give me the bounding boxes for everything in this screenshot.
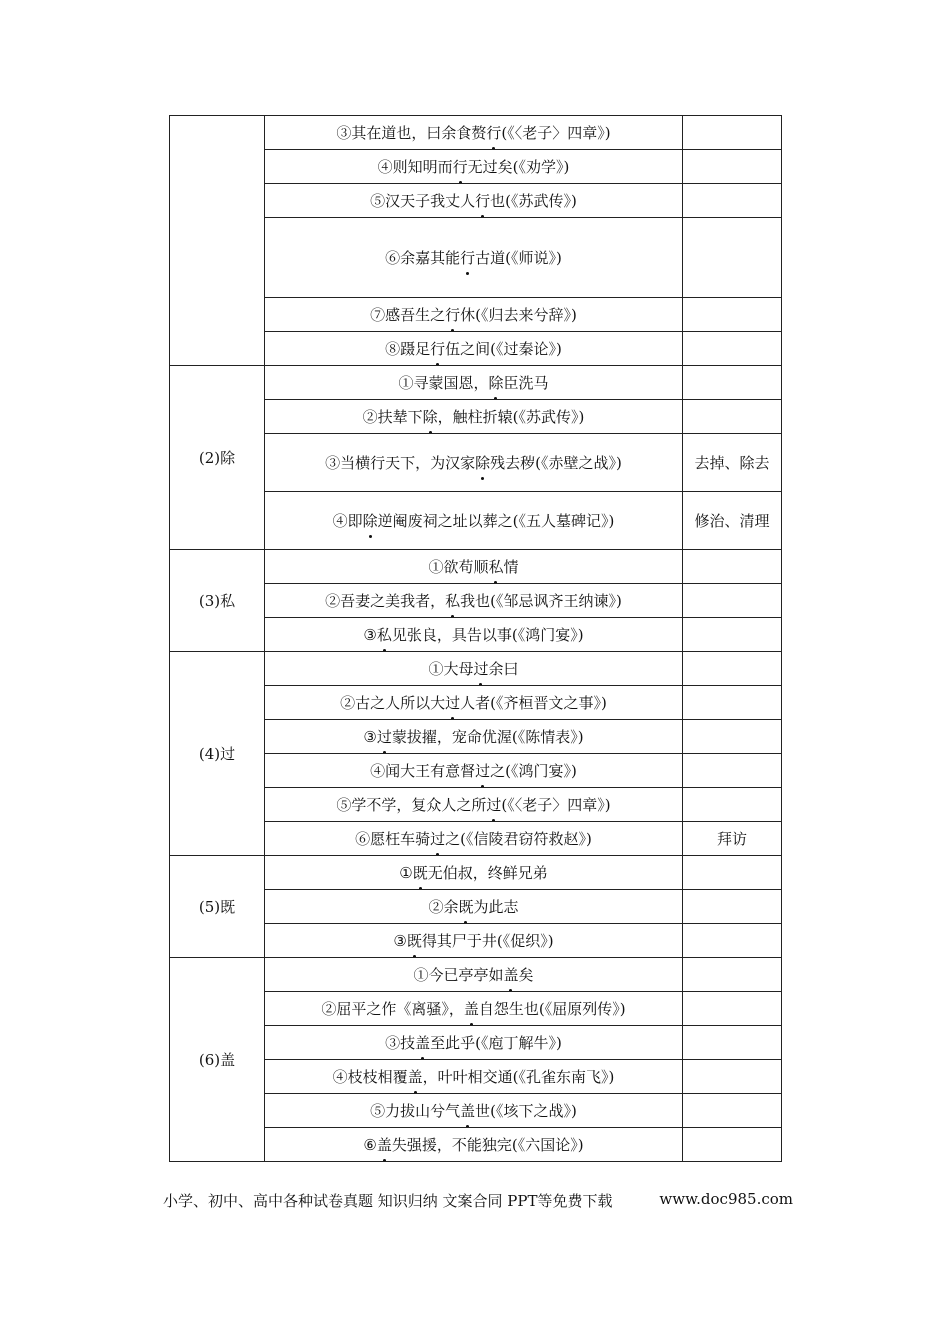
- dotted-target-word: 盖: [408, 1065, 423, 1089]
- meaning-cell: [683, 400, 782, 434]
- dotted-target-word: 除: [488, 371, 503, 395]
- sentence-after: 蒙拔擢，宠命优渥(《陈情表》): [391, 727, 584, 746]
- meaning-cell: [683, 1026, 782, 1060]
- sentence-after: 我也(《邹忌讽齐王纳谏》): [460, 591, 622, 610]
- sentence-cell: [265, 298, 683, 332]
- sentence-after: 休(《归去来兮辞》): [460, 305, 577, 324]
- sentence-after: 至此乎(《庖丁解牛》): [430, 1033, 562, 1052]
- word-meaning-table: [169, 115, 782, 1162]
- meaning-cell: [683, 720, 782, 754]
- sentence-before: ③技: [385, 1033, 416, 1052]
- dotted-target-word: 行: [460, 246, 475, 270]
- sentence-before: ⑤汉天子我丈人: [370, 191, 476, 210]
- sentence-before: ⑧蹑足: [385, 339, 431, 358]
- sentence-before: ①欲苟顺: [428, 557, 489, 576]
- table-row: [170, 856, 782, 890]
- sentence-after: 见张良，具告以事(《鸿门宴》): [391, 625, 584, 644]
- sentence-before: ①寻蒙国恩，: [398, 373, 489, 392]
- meaning-cell: 拜访: [683, 822, 782, 856]
- dotted-target-word: 行: [430, 337, 445, 361]
- meaning-cell: [683, 754, 782, 788]
- sentence-cell: [265, 652, 683, 686]
- table-row: [170, 116, 782, 150]
- dotted-target-word: 过: [445, 691, 460, 715]
- footer-text: 小学、初中、高中各种试卷真题 知识归纳 文案合同 PPT等免费下载: [163, 1192, 613, 1210]
- dotted-target-word: 过: [473, 657, 488, 681]
- dotted-target-word: 私: [488, 555, 503, 579]
- meaning-cell: [683, 890, 782, 924]
- sentence-after: 残去秽(《赤壁之战》): [490, 453, 622, 472]
- sentence-cell: [265, 856, 683, 890]
- sentence-cell: [265, 890, 683, 924]
- sentence-cell: [265, 400, 683, 434]
- sentence-cell: [265, 550, 683, 584]
- sentence-before: ⑤学不学，复众人之所: [336, 795, 487, 814]
- sentence-cell: [265, 150, 683, 184]
- dotted-target-word: 盖: [377, 1133, 392, 1157]
- dotted-target-word: 盖: [415, 1031, 430, 1055]
- sentence-cell: [265, 366, 683, 400]
- sentence-before: ⑤力拔山兮气: [370, 1101, 461, 1120]
- table-row: [170, 550, 782, 584]
- sentence-before: ①今已亭亭如: [413, 965, 504, 984]
- dotted-target-word: 行: [475, 189, 490, 213]
- meaning-cell: [683, 958, 782, 992]
- category-cell: (5)既: [170, 856, 265, 958]
- sentence-after: 得其尸于井(《促织》): [421, 931, 554, 950]
- dotted-target-word: 过: [486, 793, 501, 817]
- sentence-before: ①: [399, 863, 413, 882]
- sentence-before: ⑦感吾生之: [370, 305, 446, 324]
- meaning-cell: [683, 332, 782, 366]
- meaning-cell: [683, 686, 782, 720]
- sentence-cell: [265, 1128, 683, 1162]
- sentence-cell: [265, 686, 683, 720]
- meaning-cell: [683, 116, 782, 150]
- sentence-before: ③其在道也，曰余食赘: [336, 123, 487, 142]
- sentence-cell: [265, 584, 683, 618]
- sentence-after: 自怨生也(《屈原列传》): [478, 999, 626, 1018]
- sentence-cell: [265, 218, 683, 298]
- sentence-cell: [265, 1026, 683, 1060]
- sentence-before: ①大母: [428, 659, 474, 678]
- sentence-before: ③当横行天下，为汉家: [325, 453, 476, 472]
- dotted-target-word: 盖: [460, 1099, 475, 1123]
- sentence-cell: [265, 116, 683, 150]
- dotted-target-word: 既: [413, 861, 428, 885]
- sentence-after: 逆阉废祠之址以葬之(《五人墓碑记》): [377, 511, 615, 530]
- meaning-cell: [683, 298, 782, 332]
- category-cell: (6)盖: [170, 958, 265, 1162]
- dotted-target-word: 盖: [464, 997, 479, 1021]
- dotted-target-word: 除: [423, 405, 438, 429]
- category-cell: (2)除: [170, 366, 265, 550]
- meaning-cell: [683, 550, 782, 584]
- sentence-after: (《〈老子〉四章》): [501, 795, 611, 814]
- footer: [163, 1190, 793, 1211]
- dotted-target-word: 过: [430, 827, 445, 851]
- meaning-cell: [683, 1094, 782, 1128]
- sentence-after: 余曰: [488, 659, 519, 678]
- sentence-cell: [265, 822, 683, 856]
- meaning-cell: [683, 618, 782, 652]
- sentence-before: ③: [363, 727, 377, 746]
- dotted-target-word: 除: [475, 451, 490, 475]
- table-row: [170, 652, 782, 686]
- sentence-after: 失强援，不能独完(《六国论》): [391, 1135, 584, 1154]
- sentence-after: 古道(《师说》): [475, 248, 562, 267]
- meaning-cell: [683, 992, 782, 1026]
- meaning-cell: [683, 184, 782, 218]
- sentence-before: ④闻大王有意督: [370, 761, 476, 780]
- sentence-cell: [265, 492, 683, 550]
- dotted-target-word: 私: [377, 623, 392, 647]
- sentence-before: ④枝枝相覆: [332, 1067, 408, 1086]
- sentence-after: 世(《垓下之战》): [475, 1101, 577, 1120]
- sentence-cell: [265, 1094, 683, 1128]
- meaning-cell: [683, 1060, 782, 1094]
- sentence-cell: [265, 618, 683, 652]
- sentence-cell: [265, 924, 683, 958]
- meaning-cell: [683, 788, 782, 822]
- sentence-cell: [265, 434, 683, 492]
- sentence-after: 之(《信陵君窃符救赵》): [445, 829, 592, 848]
- table-row: [170, 366, 782, 400]
- category-cell: [170, 116, 265, 366]
- sentence-after: (《〈老子〉四章》): [501, 123, 611, 142]
- sentence-after: ，叶叶相交通(《孔雀东南飞》): [422, 1067, 615, 1086]
- meaning-cell: [683, 218, 782, 298]
- sentence-before: ③: [393, 931, 407, 950]
- sentence-after: 伍之间(《过秦论》): [445, 339, 562, 358]
- sentence-after: 为此志: [473, 897, 519, 916]
- meaning-cell: 修治、清理: [683, 492, 782, 550]
- sentence-after: 之(《鸿门宴》): [490, 761, 577, 780]
- sentence-cell: [265, 332, 683, 366]
- sentence-before: ②古之人所以大: [340, 693, 446, 712]
- sentence-before: ⑥余嘉其能: [385, 248, 461, 267]
- sentence-after: ，触柱折辕(《苏武传》): [437, 407, 585, 426]
- sentence-before: ⑥愿枉车骑: [355, 829, 431, 848]
- sentence-before: ④即: [332, 511, 363, 530]
- sentence-cell: [265, 1060, 683, 1094]
- meaning-cell: 去掉、除去: [683, 434, 782, 492]
- dotted-target-word: 既: [458, 895, 473, 919]
- sentence-cell: [265, 958, 683, 992]
- sentence-cell: [265, 788, 683, 822]
- sentence-before: ②吾妻之美我者，: [325, 591, 446, 610]
- category-cell: (3)私: [170, 550, 265, 652]
- sentence-cell: [265, 720, 683, 754]
- dotted-target-word: 行: [453, 155, 468, 179]
- dotted-target-word: 既: [407, 929, 422, 953]
- sentence-after: 臣洗马: [503, 373, 549, 392]
- sentence-after: 矣: [518, 965, 534, 984]
- meaning-cell: [683, 924, 782, 958]
- sentence-after: 无过矣(《劝学》): [467, 157, 570, 176]
- meaning-cell: [683, 856, 782, 890]
- meaning-cell: [683, 652, 782, 686]
- sentence-after: 也(《苏武传》): [490, 191, 577, 210]
- sentence-before: ③: [363, 625, 377, 644]
- table-row: [170, 958, 782, 992]
- meaning-cell: [683, 150, 782, 184]
- sentence-before: ②扶辇下: [362, 407, 423, 426]
- sentence-before: ②余: [428, 897, 459, 916]
- dotted-target-word: 过: [377, 725, 392, 749]
- dotted-target-word: 盖: [503, 963, 518, 987]
- meaning-cell: [683, 584, 782, 618]
- sentence-before: ②屈平之作《离骚》，: [321, 999, 464, 1018]
- meaning-cell: [683, 1128, 782, 1162]
- dotted-target-word: 除: [363, 509, 378, 533]
- sentence-after: 无伯叔，终鲜兄弟: [427, 863, 548, 882]
- sentence-cell: [265, 184, 683, 218]
- sentence-after: 情: [503, 557, 519, 576]
- sentence-after: 人者(《齐桓晋文之事》): [460, 693, 607, 712]
- dotted-target-word: 行: [486, 121, 501, 145]
- category-cell: (4)过: [170, 652, 265, 856]
- dotted-target-word: 过: [475, 759, 490, 783]
- sentence-cell: [265, 754, 683, 788]
- meaning-cell: [683, 366, 782, 400]
- footer-url: www.doc985.com: [659, 1190, 793, 1208]
- dotted-target-word: 行: [445, 303, 460, 327]
- sentence-before: ⑥: [363, 1135, 377, 1154]
- dotted-target-word: 私: [445, 589, 460, 613]
- sentence-before: ④则知明而: [377, 157, 453, 176]
- sentence-cell: [265, 992, 683, 1026]
